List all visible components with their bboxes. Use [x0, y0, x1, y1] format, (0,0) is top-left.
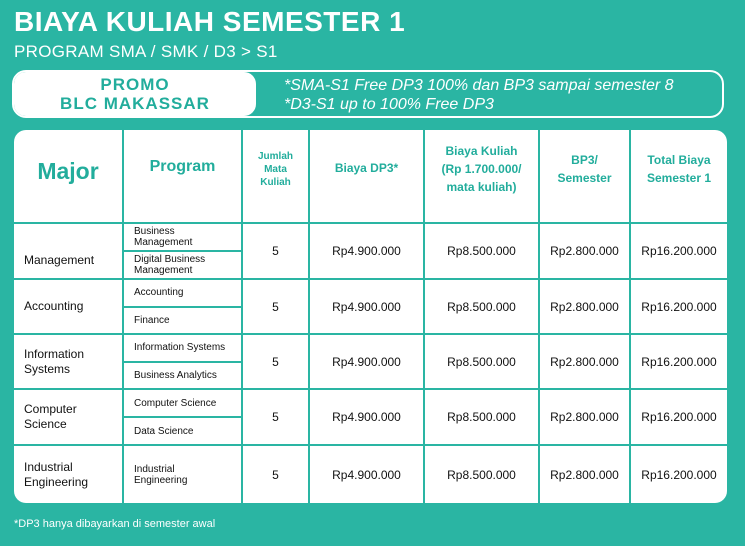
total-biaya-cell: Rp16.200.000 [631, 390, 727, 444]
biaya-kuliah-cell: Rp8.500.000 [425, 280, 538, 333]
biaya-kuliah-cell: Rp8.500.000 [425, 390, 538, 444]
program-cell [124, 390, 241, 416]
program-name [134, 398, 216, 409]
total-biaya-cell: Rp16.200.000 [631, 280, 727, 333]
program-name-line: Accounting [134, 287, 184, 299]
promo-note-2: *D3-S1 up to 100% Free DP3 [284, 96, 494, 113]
biaya-dp3-cell: Rp4.900.000 [310, 224, 423, 278]
program-name-line: Finance [134, 314, 170, 326]
jumlah-mata-kuliah-cell: 5 [243, 335, 308, 388]
program-cell [124, 224, 241, 250]
major-name-line: Industrial [24, 459, 73, 474]
header-total-line: Semester 1 [646, 171, 712, 185]
header-jumlah-mata-kuliah [243, 130, 308, 222]
program-name [134, 464, 187, 486]
major-cell [14, 390, 122, 444]
header-biaya-kuliah-line: Biaya Kuliah [445, 144, 518, 158]
program-name-line: Business Analytics [134, 369, 217, 381]
program-name-line: Data Science [134, 425, 194, 437]
program-cell [124, 418, 241, 444]
major-cell [14, 446, 122, 503]
program-name-line: Management [134, 237, 193, 248]
bp3-semester-cell: Rp2.800.000 [540, 446, 629, 503]
header-total-biaya [631, 130, 727, 222]
promo-notes [284, 76, 674, 114]
page-title: BIAYA KULIAH SEMESTER 1 [14, 6, 406, 37]
major-cell [14, 224, 122, 278]
header-biaya-dp3: Biaya DP3* [310, 130, 423, 222]
header-major: Major [14, 130, 122, 222]
promo-label-line2: BLC MAKASSAR [60, 94, 210, 113]
program-cell [124, 280, 241, 306]
program-name-line: Engineering [134, 474, 188, 486]
footnote: *DP3 hanya dibayarkan di semester awal [14, 518, 216, 530]
header-total-line: Total Biaya [647, 153, 711, 167]
major-name [24, 253, 94, 268]
major-name [24, 299, 83, 314]
promo-label-line1: PROMO [100, 75, 170, 94]
program-name [134, 426, 193, 437]
major-name-line: Science [24, 417, 67, 431]
program-name [134, 287, 183, 298]
major-name-line: Accounting [24, 299, 84, 313]
biaya-kuliah-cell: Rp8.500.000 [425, 446, 538, 503]
program-name [134, 254, 205, 276]
major-name [24, 402, 77, 432]
program-name [134, 342, 225, 353]
biaya-kuliah-cell: Rp8.500.000 [425, 224, 538, 278]
biaya-dp3-cell: Rp4.900.000 [310, 335, 423, 388]
total-biaya-cell: Rp16.200.000 [631, 335, 727, 388]
jumlah-mata-kuliah-cell: 5 [243, 224, 308, 278]
program-cell [124, 363, 241, 389]
major-cell [14, 335, 122, 388]
jumlah-mata-kuliah-cell: 5 [243, 446, 308, 503]
biaya-kuliah-cell: Rp8.500.000 [425, 335, 538, 388]
major-name-line: Systems [24, 361, 71, 376]
major-name [24, 347, 84, 377]
program-name [134, 226, 192, 248]
program-name-line: Industrial [134, 463, 175, 475]
program-cell [124, 446, 241, 503]
program-name [134, 370, 217, 381]
major-name-line: Information [24, 346, 85, 361]
bp3-semester-cell: Rp2.800.000 [540, 335, 629, 388]
program-name-line: Digital Business [134, 254, 206, 265]
program-cell [124, 252, 241, 278]
jumlah-mata-kuliah-cell: 5 [243, 280, 308, 333]
header-jumlah-line: Kuliah [260, 176, 291, 188]
promo-note-1: *SMA-S1 Free DP3 100% dan BP3 sampai semester 8 [284, 77, 674, 94]
header-biaya-kuliah-line: (Rp 1.700.000/ [441, 162, 522, 176]
program-name-line: Business [134, 226, 175, 237]
total-biaya-cell: Rp16.200.000 [631, 224, 727, 278]
program-name [134, 315, 170, 326]
header-program: Program [124, 130, 241, 222]
header-biaya-kuliah [425, 130, 538, 222]
major-name-line: Engineering [24, 474, 89, 489]
biaya-dp3-cell: Rp4.900.000 [310, 446, 423, 503]
header-jumlah-line: Mata [264, 163, 287, 175]
program-cell [124, 335, 241, 361]
promo-label-box [14, 72, 256, 116]
biaya-dp3-cell: Rp4.900.000 [310, 280, 423, 333]
total-biaya-cell: Rp16.200.000 [631, 446, 727, 503]
header-bp3-semester [540, 130, 629, 222]
page-subtitle: PROGRAM SMA / SMK / D3 > S1 [14, 42, 278, 61]
major-name [24, 460, 88, 490]
major-name-line: Management [24, 253, 95, 267]
major-cell [14, 280, 122, 333]
program-name-line: Computer Science [134, 397, 217, 409]
bp3-semester-cell: Rp2.800.000 [540, 390, 629, 444]
biaya-dp3-cell: Rp4.900.000 [310, 390, 423, 444]
major-name-line: Computer [24, 402, 77, 416]
jumlah-mata-kuliah-cell: 5 [243, 390, 308, 444]
program-cell [124, 308, 241, 334]
header-biaya-kuliah-line: mata kuliah) [446, 180, 517, 194]
header-bp3-line: Semester [557, 171, 612, 185]
header-jumlah-line: Jumlah [257, 150, 293, 162]
bp3-semester-cell: Rp2.800.000 [540, 280, 629, 333]
bp3-semester-cell: Rp2.800.000 [540, 224, 629, 278]
program-name-line: Management [134, 265, 193, 276]
program-name-line: Information Systems [134, 342, 226, 354]
header-bp3-line: BP3/ [571, 153, 598, 167]
